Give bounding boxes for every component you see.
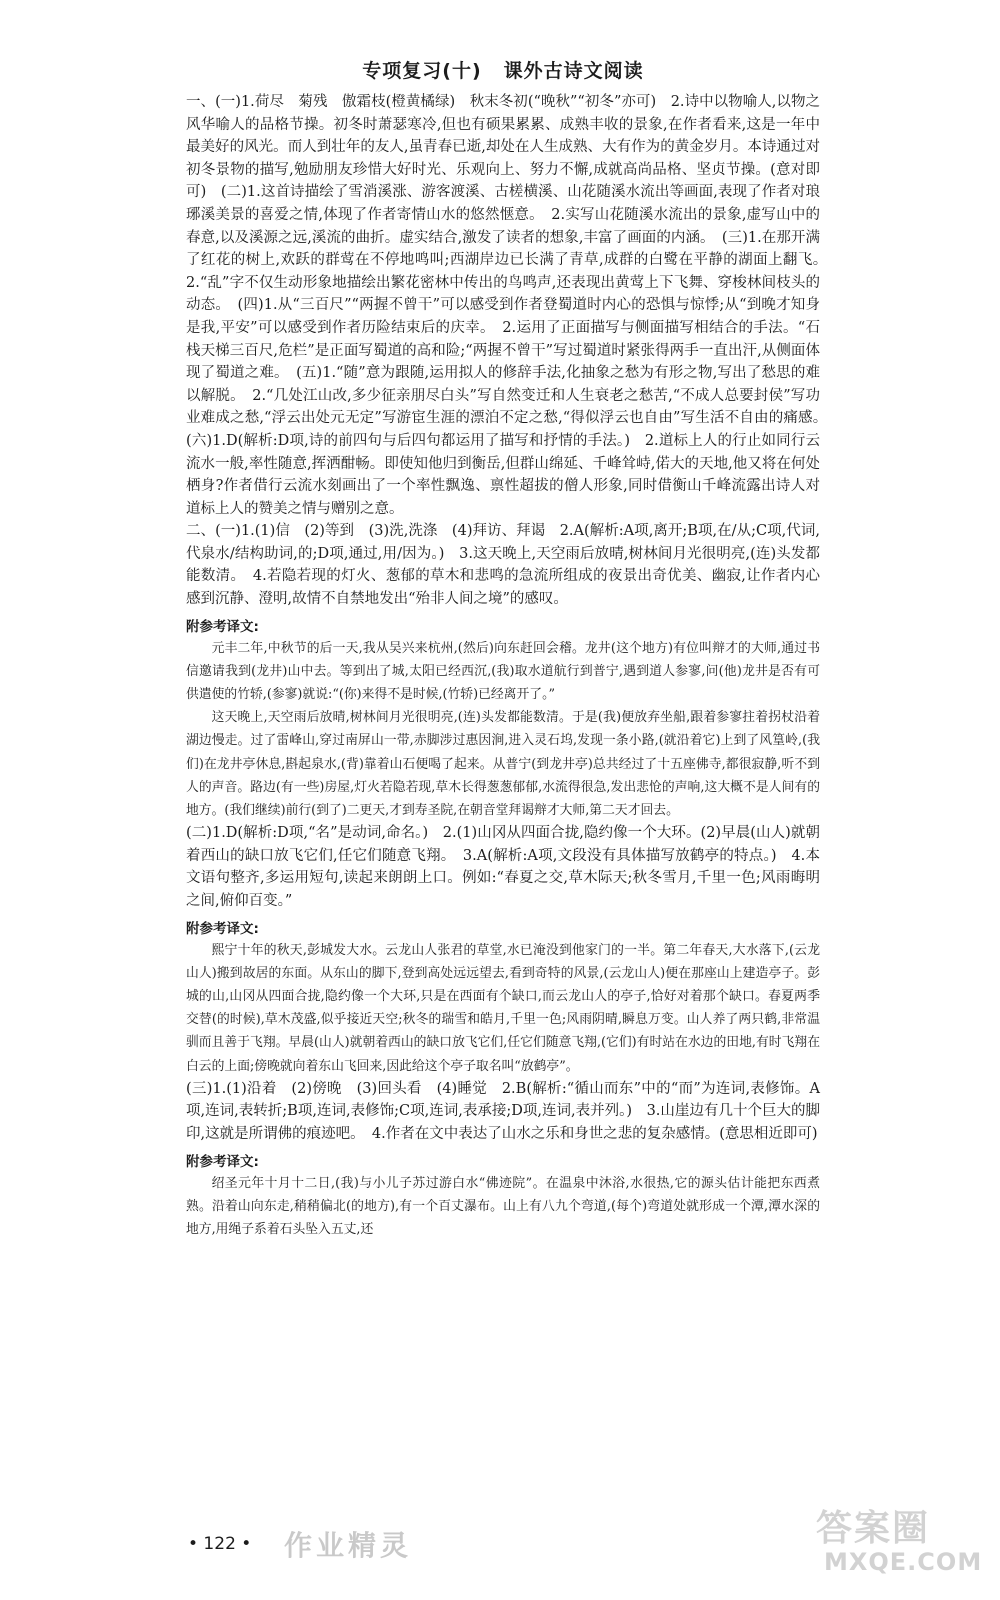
reference-heading: 附参考译文:: [186, 1153, 259, 1170]
translation-paragraph: 绍圣元年十月十二日,(我)与小儿子苏过游白水“佛迹院”。在温泉中沐浴,水很热,它的源头估计能把东西煮熟。沿着山向东走,稍稍偏北(的地方),有一个百丈瀑布。山上有八九个弯道,(每个)弯道处就形成一个潭,潭水深的地方,用绳子系着石头坠入五丈,还: [186, 1175, 820, 1238]
answer-block-2: 二、(一)1.(1)信 (2)等到 (3)洗,洗涤 (4)拜访、拜谒 2.A(解析:A项,离开;B项,在/从;C项,代词,代泉水/结构助词,的;D项,通过,用/因为。) 3.这天晚上,天空雨后放晴,树林间月光很明亮,(连)头发都能数清。 4.若隐若现的灯火、葱郁的草木和悲鸣的急流所组成的夜景出奇优美、幽寂,让作者内心感到沉静、澄明,故情不自禁地发出“殆非人间之境”的感叹。: [186, 523, 820, 608]
answer-block-4: (三)1.(1)沿着 (2)傍晚 (3)回头看 (4)睡觉 2.B(解析:“循山而东”中的“而”为连词,表修饰。A项,连词,表转折;B项,连词,表修饰;C项,连词,表承接;D项,连词,表并列。) 3.山崖边有几十个巨大的脚印,这就是所谓佛的痕迹吧。 4.作者在文中表达了山水之乐和身世之悲的复杂感情。(意思相近即可): [186, 1080, 820, 1143]
answer-block-3: (二)1.D(解析:D项,“名”是动词,命名。) 2.(1)山冈从四面合拢,隐约像一个大环。(2)早晨(山人)就朝着西山的缺口放飞它们,任它们随意飞翔。 3.A(解析:A项,文段没有具体描写放鹤亭的特点。) 4.本文语句整齐,多运用短句,读起来朗朗上口。例如:“春夏之交,草木际天;秋冬雪月,千里一色;风雨晦明之间,俯仰百变。”: [186, 825, 820, 910]
page-number: • 122 •: [188, 1534, 252, 1554]
translation-paragraph: 元丰二年,中秋节的后一天,我从吴兴来杭州,(然后)向东赶回会稽。龙井(这个地方)有位叫辩才的大师,通过书信邀请我到(龙井)山中去。等到出了城,太阳已经西沉,(我)取水道航行到普宁,遇到道人参寥,问(他)龙井是否有可供遣使的竹轿,(参寥)就说:“(你)来得不是时候,(竹轿)已经离开了。”: [186, 640, 820, 703]
watermark-url: MXQE.COM: [824, 1548, 983, 1576]
page-title: [186, 56, 820, 83]
watermark-logo: [810, 1500, 983, 1590]
translation-paragraph: 熙宁十年的秋天,彭城发大水。云龙山人张君的草堂,水已淹没到他家门的一半。第二年春天,大水落下,(云龙山人)搬到故居的东面。从东山的脚下,登到高处远远望去,看到奇特的风景,(云龙山人)便在那座山上建造亭子。彭城的山,山冈从四面合拢,隐约像一个大环,只是在西面有个缺口,而云龙山人的亭子,恰好对着那个缺口。春夏两季交替(的时候),草木茂盛,似乎接近天空;秋冬的瑞雪和皓月,千里一色;风雨阴晴,瞬息万变。山人养了两只鹤,非常温驯而且善于飞翔。早晨(山人)就朝着西山的缺口放飞它们,任它们随意飞翔,(它们)有时站在水边的田地,有时飞翔在白云的上面;傍晚就向着东山飞回来,因此给这个亭子取名叫“放鹤亭”。: [186, 942, 820, 1074]
watermark-logo: 作业精灵: [284, 1529, 413, 1562]
translation-paragraph: 这天晚上,天空雨后放晴,树林间月光很明亮,(连)头发都能数清。于是(我)便放弃坐船,跟着参寥拄着拐杖沿着湖边慢走。过了雷峰山,穿过南屏山一带,赤脚涉过惠因涧,进入灵石坞,发现一条小路,(就沿着它)上到了风篁岭,(我们)在龙井亭休息,斟起泉水,(背)靠着山石便喝了起来。从普宁(到龙井亭)总共经过了十五座佛寺,都很寂静,听不到人的声音。路边(有一些)房屋,灯火若隐若现,草木长得葱葱郁郁,水流得很急,发出悲怆的声响,这大概不是人间有的地方。(我们继续)前行(到了)二更天,才到寿圣院,在朝音堂拜谒辩才大师,第二天才回去。: [186, 710, 820, 819]
watermark-text: 答案圈: [816, 1508, 931, 1549]
reference-heading: 附参考译文:: [186, 618, 259, 635]
title-part-1: 专项复习(十): [362, 60, 482, 82]
reference-heading: 附参考译文:: [186, 920, 259, 937]
title-part-2: 课外古诗文阅读: [503, 60, 644, 82]
answer-block-1: 一、(一)1.荷尽 菊残 傲霜枝(橙黄橘绿) 秋末冬初(“晚秋”“初冬”亦可) 2.诗中以物喻人,以物之风华喻人的品格节操。初冬时萧瑟寒冷,但也有硕果累累、成熟丰收的景象,在作者看来,这是一年中最美好的风光。而人到壮年的友人,虽青春已逝,却处在人生成熟、大有作为的黄金岁月。本诗通过对初冬景物的描写,勉励朋友珍惜大好时光、乐观向上、努力不懈,成就高尚品格、坚贞节操。(意对即可) (二)1.这首诗描绘了雪消溪涨、游客渡溪、古槎横溪、山花随溪水流出等画面,表现了作者对琅琊溪美景的喜爱之情,体现了作者寄情山水的悠然惬意。 2.实写山花随溪水流出的景象,虚写山中的春意,以及溪源之远,溪流的曲折。虚实结合,激发了读者的想象,丰富了画面的内涵。 (三)1.在那开满了红花的树上,欢跃的群莺在不停地鸣叫;西湖岸边已长满了青草,成群的白鹭在平静的湖面上翻飞。 2.“乱”字不仅生动形象地描绘出繁花密林中传出的鸟鸣声,还表现出黄莺上下飞舞、穿梭林间枝头的动态。 (四)1.从“三百尺”“两握不曾干”可以感受到作者登蜀道时内心的恐惧与惊悸;从“到晚才知身是我,平安”可以感受到作者历险结束后的庆幸。 2.运用了正面描写与侧面描写相结合的手法。“石栈天梯三百尺,危栏”是正面写蜀道的高和险;“两握不曾干”写过蜀道时紧张得两手一直出汗,从侧面体现了蜀道之难。 (五)1.“随”意为跟随,运用拟人的修辞手法,化抽象之愁为有形之物,写出了愁思的难以解脱。 2.“几处江山改,多少征亲朋尽白头”写自然变迁和人生衰老之愁苦,“不成人总要封侯”写功业难成之愁,“浮云出处元无定”写游宦生涯的漂泊不定之愁,“得似浮云也自由”写生活不自由的痛感。 (六)1.D(解析:D项,诗的前四句与后四句都运用了描写和抒情的手法。) 2.道标上人的行止如同行云流水一般,率性随意,挥洒酣畅。即使知他归到衡岳,但群山绵延、千峰耸峙,偌大的天地,他又将在何处栖身?作者借行云流水刻画出了一个率性飘逸、禀性超拔的僧人形象,同时借衡山千峰流露出诗人对道标上人的赞美之情与赠别之意。: [186, 94, 835, 517]
page-content: [186, 56, 835, 1241]
